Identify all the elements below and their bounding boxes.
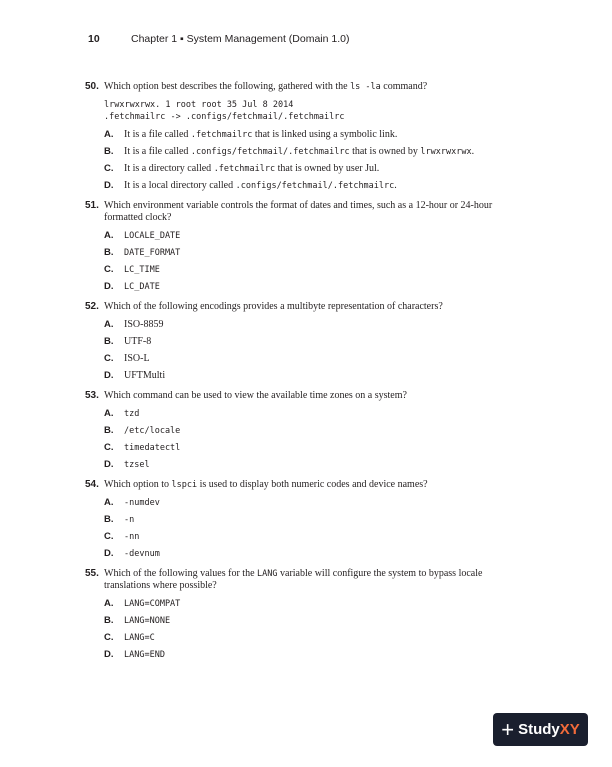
option-d: D. It is a local directory called .configs/fetchmail/.fetchmailrc. — [104, 180, 397, 191]
option-a: A. tzd — [104, 408, 140, 419]
code-line: lrwxrwxrwx. 1 root root 35 Jul 8 2014 — [104, 100, 294, 110]
option-a: A. LOCALE_DATE — [104, 230, 181, 241]
option-c: C. -nn — [104, 531, 140, 542]
question-number: 53. — [85, 390, 99, 401]
question-number: 54. — [85, 479, 99, 490]
question-number: 52. — [85, 301, 99, 312]
option-a: A. ISO-8859 — [104, 319, 164, 330]
option-c: C. LANG=C — [104, 632, 155, 643]
option-d: D. UFTMulti — [104, 370, 166, 381]
question-text: Which option best describes the following, gathered with the ls -la command? — [104, 81, 428, 92]
question-number: 51. — [85, 200, 99, 211]
option-a: A. LANG=COMPAT — [104, 598, 181, 609]
option-c: C. It is a directory called .fetchmailrc that is owned by user Jul. — [104, 163, 380, 174]
question-50 — [0, 81, 612, 197]
question-number: 50. — [85, 81, 99, 92]
question-number: 55. — [85, 568, 99, 579]
option-b: B. /etc/locale — [104, 425, 181, 436]
option-d: D. -devnum — [104, 548, 160, 559]
option-b: B. DATE_FORMAT — [104, 247, 181, 258]
option-d: D. LANG=END — [104, 649, 165, 660]
option-c: C. timedatectl — [104, 442, 181, 453]
question-51 — [0, 200, 612, 298]
option-b: B. -n — [104, 514, 135, 525]
option-a: A. -numdev — [104, 497, 160, 508]
question-text: Which of the following values for the LANG variable will configure the system to bypass locale translations where possible? — [104, 568, 483, 591]
question-text: Which of the following encodings provides a multibyte representation of characters? — [104, 301, 443, 312]
brand-name: StudyXY — [518, 721, 580, 738]
option-c: C. LC_TIME — [104, 264, 160, 275]
question-52 — [0, 301, 612, 387]
question-text: Which option to lspci is used to display both numeric codes and device names? — [104, 479, 428, 490]
option-a: A. It is a file called .fetchmailrc that is linked using a symbolic link. — [104, 129, 398, 140]
option-d: D. LC_DATE — [104, 281, 160, 292]
option-b: B. LANG=NONE — [104, 615, 171, 626]
plus-icon: + — [501, 716, 515, 742]
page-header — [88, 33, 350, 45]
chapter-title: Chapter 1 ▪ System Management (Domain 1.0) — [131, 33, 350, 45]
option-d: D. tzsel — [104, 459, 150, 470]
question-55 — [0, 568, 612, 666]
question-text: Which command can be used to view the available time zones on a system? — [104, 390, 407, 401]
page-number: 10 — [88, 33, 100, 45]
studyxy-watermark — [493, 713, 588, 746]
question-54 — [0, 479, 612, 565]
question-53 — [0, 390, 612, 476]
question-text: Which environment variable controls the format of dates and times, such as a 12-hour or 24-hour formatted clock? — [104, 200, 493, 223]
option-b: B. UTF-8 — [104, 336, 152, 347]
option-c: C. ISO-L — [104, 353, 150, 364]
option-b: B. It is a file called .configs/fetchmail/.fetchmailrc that is owned by lrwxrwxrwx. — [104, 146, 475, 157]
code-line: .fetchmailrc -> .configs/fetchmail/.fetchmailrc — [104, 112, 345, 122]
question-list — [0, 81, 612, 666]
